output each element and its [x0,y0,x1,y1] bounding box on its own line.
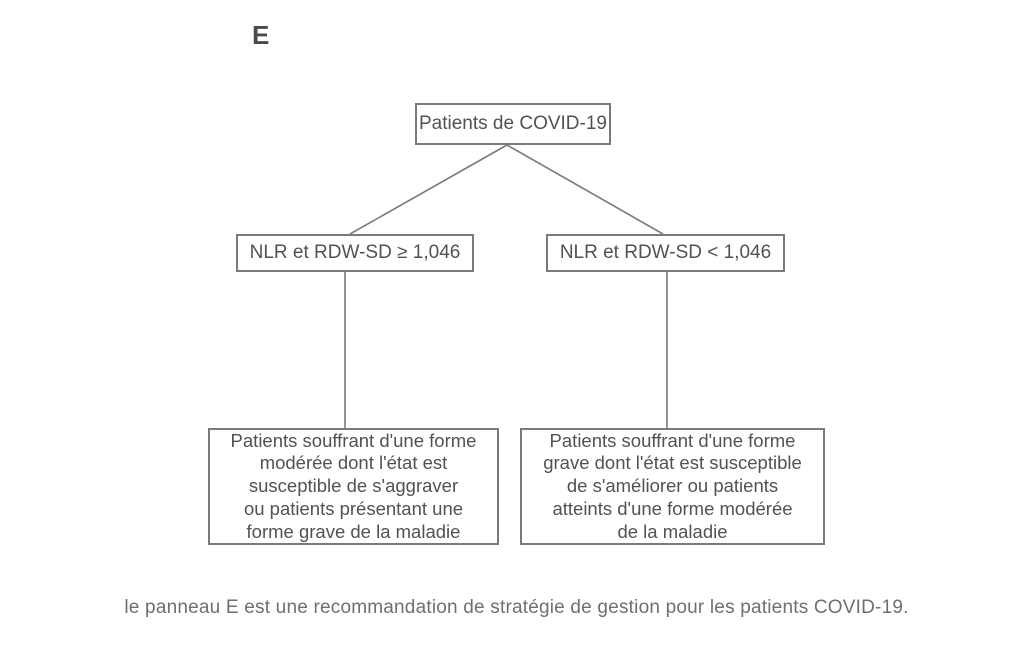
node-outcome-moderate-worsening [208,428,499,545]
node-nlr-rdwsd-gte: NLR et RDW-SD ≥ 1,046 [236,234,474,272]
outcome-left-line-3: susceptible de s'aggraver [248,475,459,497]
outcome-right-line-3: de s'améliorer ou patients [566,475,779,497]
figure-caption: le panneau E est une recommandation de stratégie de gestion pour les patients COVID-19. [124,597,909,618]
outcome-right-line-5: de la maladie [617,520,728,542]
node-nlr-rdwsd-lt: NLR et RDW-SD < 1,046 [546,234,785,272]
outcome-left-line-5: forme grave de la maladie [246,520,461,542]
node-patients-covid19: Patients de COVID-19 [415,103,611,145]
outcome-right-line-4: atteints d'une forme modérée [552,497,793,519]
outcome-left-line-1: Patients souffrant d'une forme [230,429,477,451]
node-outcome-severe-improving [520,428,825,545]
outcome-right-line-1: Patients souffrant d'une forme [549,429,796,451]
outcome-right-line-2: grave dont l'état est susceptible [543,452,802,474]
connector-root-to-left [350,145,507,234]
outcome-left-line-2: modérée dont l'état est [259,452,448,474]
connector-root-to-right [507,145,663,234]
panel-letter-label: E [252,20,270,50]
outcome-left-line-4: ou patients présentant une [243,497,464,519]
